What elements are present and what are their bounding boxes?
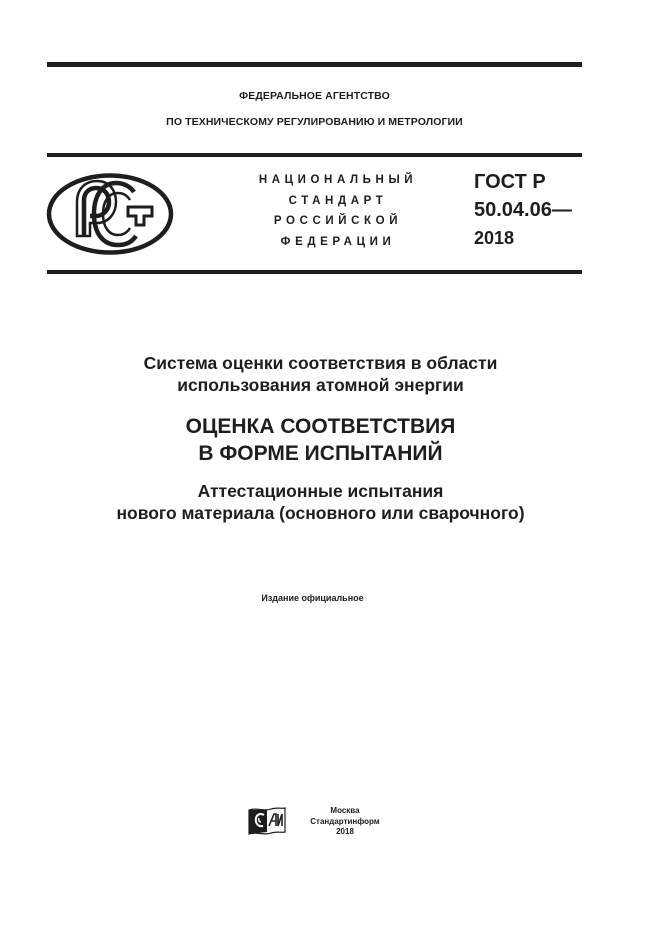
national-standard-line-2: СТАНДАРТ (288, 194, 388, 207)
subtitle-line-2: нового материала (основного или сварочного) (116, 503, 525, 523)
national-standard-line-1: НАЦИОНАЛЬНЫЙ (258, 174, 418, 186)
edition-label: Издание официальное (261, 593, 364, 603)
main-title-line-1: ОЦЕНКА СООТВЕТСТВИЯ (185, 415, 456, 438)
subtitle (0, 480, 651, 524)
publisher-info (300, 806, 390, 838)
designation-line-1: ГОСТ Р (474, 171, 546, 193)
series-title-line-2: использования атомной энергии (177, 375, 464, 395)
designation-year: 2018 (474, 228, 515, 248)
agency-name-line-2: ПО ТЕХНИЧЕСКОМУ РЕГУЛИРОВАНИЮ И МЕТРОЛОГИИ (166, 116, 463, 128)
national-standard-label (240, 170, 436, 252)
subtitle-line-1: Аттестационные испытания (197, 481, 444, 501)
national-standard-line-4: ФЕДЕРАЦИИ (280, 235, 396, 248)
middle-divider-rule (47, 153, 582, 157)
series-title (0, 352, 651, 396)
series-title-line-1: Система оценки соответствия в области (143, 353, 498, 373)
agency-name-line-1: ФЕДЕРАЛЬНОЕ АГЕНТСТВО (239, 90, 390, 102)
publisher-name: Стандартинформ (310, 816, 380, 826)
main-title (0, 413, 651, 467)
top-divider-rule (47, 62, 582, 67)
gost-rst-emblem-icon (46, 172, 174, 256)
main-title-line-2: В ФОРМЕ ИСПЫТАНИЙ (198, 442, 443, 465)
national-standard-line-3: РОССИЙСКОЙ (273, 215, 403, 227)
standard-designation (474, 168, 572, 252)
publisher-year: 2018 (336, 827, 354, 836)
designation-line-2: 50.04.06— (474, 199, 572, 221)
publisher-city: Москва (330, 806, 360, 815)
standartinform-logo-icon (247, 806, 287, 836)
bottom-divider-rule (47, 270, 582, 274)
